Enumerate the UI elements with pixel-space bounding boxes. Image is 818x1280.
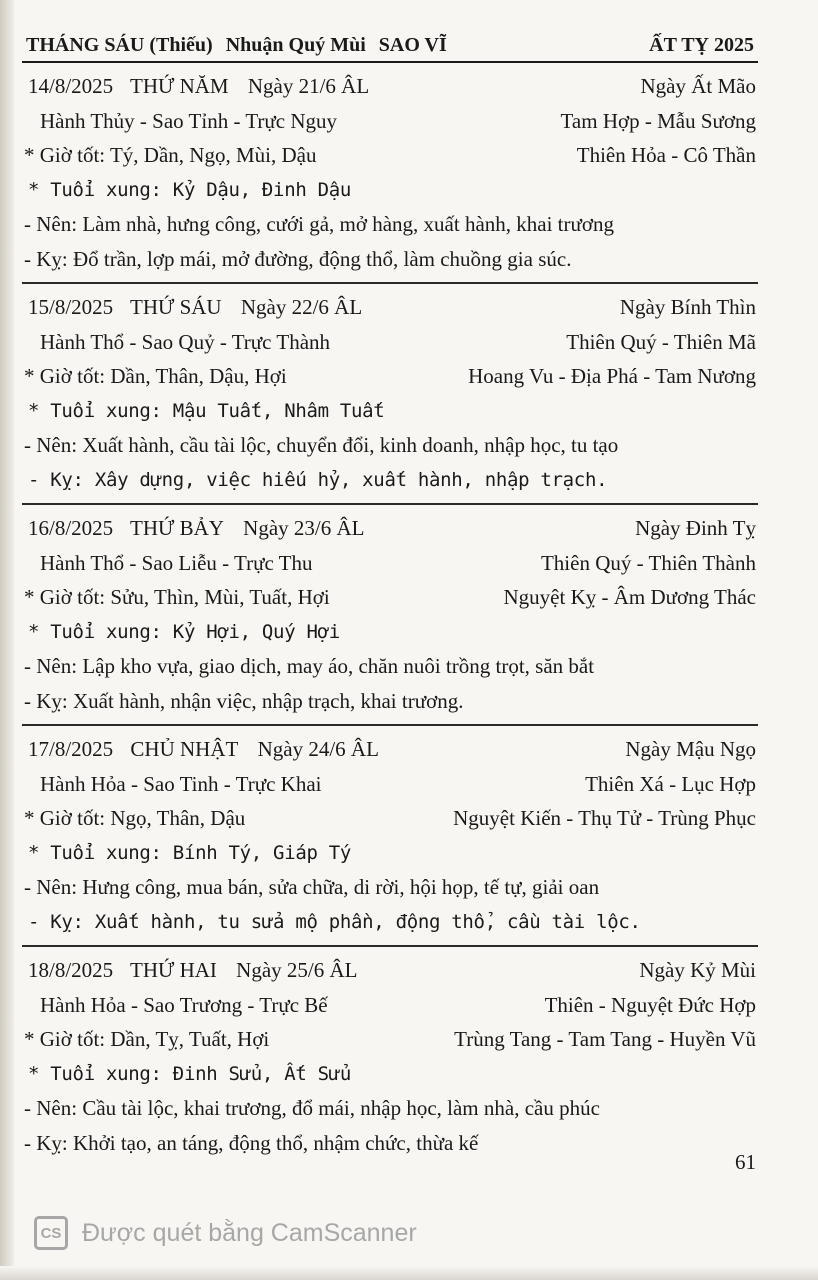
watermark-text: Được quét bằng CamScanner [82, 1218, 417, 1247]
day-element: Hành Thủy - Sao Tỉnh - Trực Nguy [40, 108, 338, 133]
day-element-row [22, 988, 758, 1023]
day-title-row [22, 290, 758, 325]
day-hours-row [22, 359, 758, 394]
day-entry [22, 726, 758, 947]
day-avoid-row [22, 463, 758, 498]
day-title-row [22, 69, 758, 104]
day-element: Hành Hỏa - Sao Tinh - Trực Khai [40, 771, 322, 796]
day-good-stars: Thiên Quý - Thiên Mã [566, 329, 756, 354]
day-canchi: Ngày Đinh Tỵ [635, 516, 756, 540]
day-should-row [22, 870, 758, 905]
day-conflict-row [22, 615, 758, 650]
day-date: 17/8/2025 [28, 737, 114, 761]
day-avoid-row [22, 242, 758, 277]
calendar-page [22, 34, 758, 1166]
day-canchi: Ngày Mậu Ngọ [625, 737, 756, 761]
header-star: SAO VĨ [378, 34, 447, 56]
day-avoid: - Kỵ: Xây dựng, việc hiếu hỷ, xuất hành, nhập trạch. [28, 468, 608, 491]
day-title-row [22, 732, 758, 767]
day-canchi: Ngày Bính Thìn [619, 295, 756, 319]
day-weekday: CHỦ NHẬT [130, 737, 239, 761]
day-avoid: - Kỵ: Đổ trần, lợp mái, mở đường, động thổ, làm chuồng gia súc. [24, 246, 572, 271]
day-should-row [22, 649, 758, 684]
day-bad-stars: Thiên Hỏa - Cô Thần [576, 143, 756, 167]
header-left [26, 34, 455, 57]
page-left-edge [0, 0, 14, 1280]
day-canchi: Ngày Kỷ Mùi [639, 958, 756, 982]
day-lunar: Ngày 25/6 ÂL [236, 958, 358, 982]
day-title-row [22, 511, 758, 546]
scanner-watermark [34, 1216, 417, 1250]
day-avoid-row [22, 1126, 758, 1161]
day-date: 18/8/2025 [28, 958, 114, 982]
day-good-stars: Thiên - Nguyệt Đức Hợp [544, 992, 756, 1017]
day-bad-stars: Hoang Vu - Địa Phá - Tam Nương [468, 364, 756, 388]
day-conflict: * Tuổi xung: Kỷ Dậu, Đinh Dậu [28, 178, 352, 201]
day-conflict: * Tuổi xung: Đinh Sửu, Ất Sửu [28, 1062, 352, 1085]
day-avoid: - Kỵ: Khởi tạo, an táng, động thổ, nhậm chức, thừa kế [24, 1130, 479, 1155]
day-good-stars: Thiên Xá - Lục Hợp [585, 771, 756, 796]
day-hours-row [22, 801, 758, 836]
day-entry [22, 63, 758, 284]
day-element-row [22, 104, 758, 139]
day-bad-stars: Nguyệt Kiến - Thụ Tử - Trùng Phục [453, 806, 756, 830]
day-element-row [22, 546, 758, 581]
day-conflict: * Tuổi xung: Mậu Tuất, Nhâm Tuất [28, 399, 385, 422]
page-header [22, 34, 758, 63]
day-weekday: THỨ NĂM [130, 74, 229, 98]
day-conflict: * Tuổi xung: Bính Tý, Giáp Tý [28, 841, 352, 864]
day-avoid-row [22, 905, 758, 940]
day-element-row [22, 325, 758, 360]
day-should: - Nên: Hưng công, mua bán, sửa chữa, di rời, hội họp, tế tự, giải oan [24, 875, 600, 899]
camscanner-logo-icon: CS [34, 1216, 68, 1250]
day-weekday: THỨ SÁU [130, 295, 222, 319]
day-lunar: Ngày 24/6 ÂL [257, 737, 379, 761]
header-leap: Nhuận Quý Mùi [225, 34, 366, 56]
day-conflict-row [22, 173, 758, 208]
day-bad-stars: Nguyệt Kỵ - Âm Dương Thác [503, 585, 756, 609]
day-conflict-row [22, 836, 758, 871]
day-good-stars: Tam Hợp - Mẫu Sương [560, 108, 756, 133]
day-entry [22, 284, 758, 505]
day-lunar: Ngày 21/6 ÂL [247, 74, 370, 98]
day-good-hours: * Giờ tốt: Dần, Tỵ, Tuất, Hợi [24, 1027, 270, 1051]
day-should: - Nên: Làm nhà, hưng công, cưới gả, mở hàng, xuất hành, khai trương [24, 212, 614, 236]
page-bottom-edge [0, 1266, 818, 1280]
day-should: - Nên: Cầu tài lộc, khai trương, đổ mái, nhập học, làm nhà, cầu phúc [24, 1096, 600, 1120]
day-should-row [22, 207, 758, 242]
day-hours-row [22, 580, 758, 615]
day-entry [22, 505, 758, 726]
header-year: ẤT TỴ 2025 [649, 34, 754, 56]
day-avoid: - Kỵ: Xuất hành, tu sửa mộ phần, động thổ, cầu tài lộc. [28, 910, 641, 933]
day-hours-row [22, 138, 758, 173]
day-should: - Nên: Lập kho vựa, giao dịch, may áo, chăn nuôi trồng trọt, săn bắt [24, 654, 595, 678]
day-date: 16/8/2025 [28, 516, 114, 540]
day-canchi: Ngày Ất Mão [640, 74, 756, 98]
day-should-row [22, 1091, 758, 1126]
day-good-hours: * Giờ tốt: Sửu, Thìn, Mùi, Tuất, Hợi [24, 585, 330, 609]
day-element: Hành Thổ - Sao Liễu - Trực Thu [40, 550, 313, 575]
day-conflict: * Tuổi xung: Kỷ Hợi, Quý Hợi [28, 620, 340, 643]
day-date: 14/8/2025 [28, 74, 114, 98]
day-hours-row [22, 1022, 758, 1057]
day-avoid: - Kỵ: Xuất hành, nhận việc, nhập trạch, khai trương. [24, 688, 464, 713]
day-element-row [22, 767, 758, 802]
page-number: 61 [735, 1150, 756, 1174]
day-good-stars: Thiên Quý - Thiên Thành [540, 550, 756, 575]
day-weekday: THỨ HAI [130, 958, 217, 982]
header-month: THÁNG SÁU (Thiếu) [26, 34, 213, 56]
day-conflict-row [22, 1057, 758, 1092]
day-avoid-row [22, 684, 758, 719]
day-good-hours: * Giờ tốt: Ngọ, Thân, Dậu [24, 806, 246, 830]
day-lunar: Ngày 22/6 ÂL [240, 295, 363, 319]
day-good-hours: * Giờ tốt: Tý, Dần, Ngọ, Mùi, Dậu [24, 143, 317, 167]
day-date: 15/8/2025 [28, 295, 114, 319]
day-element: Hành Thổ - Sao Quỷ - Trực Thành [40, 329, 331, 354]
day-should: - Nên: Xuất hành, cầu tài lộc, chuyển đổi, kinh doanh, nhập học, tu tạo [24, 433, 619, 457]
day-entry [22, 947, 758, 1166]
day-title-row [22, 953, 758, 988]
day-conflict-row [22, 394, 758, 429]
day-should-row [22, 428, 758, 463]
day-bad-stars: Trùng Tang - Tam Tang - Huyền Vũ [454, 1027, 756, 1051]
day-element: Hành Hỏa - Sao Trương - Trực Bế [40, 992, 328, 1017]
day-weekday: THỨ BẢY [130, 516, 224, 540]
day-good-hours: * Giờ tốt: Dần, Thân, Dậu, Hợi [24, 364, 287, 388]
day-lunar: Ngày 23/6 ÂL [243, 516, 365, 540]
